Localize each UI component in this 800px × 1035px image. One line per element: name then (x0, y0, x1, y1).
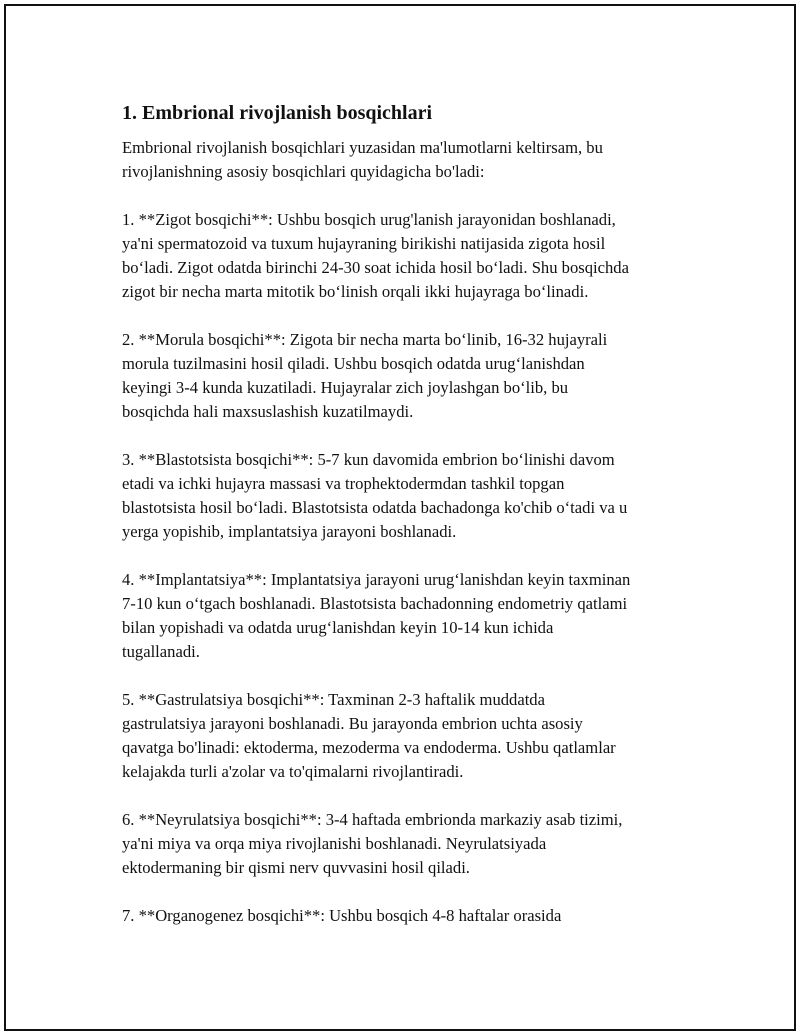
document-content (122, 100, 702, 952)
stage-zigot-paragraph: 1. **Zigot bosqichi**: Ushbu bosqich urug'lanish jarayonidan boshlanadi, ya'ni spermatozoid va tuxum hujayraning birikishi natijasida zigota hosil bo‘ladi. Zigot odatda birinchi 24-30 soat ichida hosil bo‘ladi. Shu bosqichda zigot bir necha marta mitotik bo‘linish orqali ikki hujayraga bo‘linadi. (122, 210, 629, 301)
document-page (4, 4, 796, 1031)
stage-morula-paragraph: 2. **Morula bosqichi**: Zigota bir necha marta bo‘linib, 16-32 hujayrali morula tuzilmasini hosil qiladi. Ushbu bosqich odatda urug‘lanishdan keyingi 3-4 kunda kuzatiladi. Hujayralar zich joylashgan bo‘lib, bu bosqichda hali maxsuslashish kuzatilmaydi. (122, 330, 608, 421)
stage-organogenez-paragraph: 7. **Organogenez bosqichi**: Ushbu bosqich 4-8 haftalar orasida (122, 906, 562, 925)
stage-gastrulatsiya-paragraph: 5. **Gastrulatsiya bosqichi**: Taxminan 2-3 haftalik muddatda gastrulatsiya jarayoni boshlanadi. Bu jarayonda embrion uchta asosiy qavatga bo'linadi: ektoderma, mezoderma va endoderma. Ushbu qatlamlar kelajakda turli a'zolar va to'qimalarni rivojlantiradi. (122, 690, 616, 781)
stage-blastotsista-paragraph: 3. **Blastotsista bosqichi**: 5-7 kun davomida embrion bo‘linishi davom etadi va ichki hujayra massasi va trophektodermdan tashkil topgan blastotsista hosil bo‘ladi. Blastotsista odatda bachadonga ko'chib o‘tadi va u yerga yopishib, implantatsiya jarayoni boshlanadi. (122, 450, 628, 541)
intro-paragraph: Embrional rivojlanish bosqichlari yuzasidan ma'lumotlarni keltirsam, bu rivojlanishning asosiy bosqichlari quyidagicha bo'ladi: (122, 138, 603, 181)
stage-implantatsiya-paragraph: 4. **Implantatsiya**: Implantatsiya jarayoni urug‘lanishdan keyin taxminan 7-10 kun o‘tgach boshlanadi. Blastotsista bachadonning endometriy qatlami bilan yopishadi va odatda urug‘lanishdan keyin 10-14 kun ichida tugallanadi. (122, 570, 631, 661)
stage-neyrulatsiya-paragraph: 6. **Neyrulatsiya bosqichi**: 3-4 haftada embrionda markaziy asab tizimi, ya'ni miya va orqa miya rivojlanishi boshlanadi. Neyrulatsiyada ektodermaning bir qismi nerv quvvasini hosil qiladi. (122, 810, 623, 877)
section-heading: 1. Embrional rivojlanish bosqichlari (122, 102, 433, 124)
